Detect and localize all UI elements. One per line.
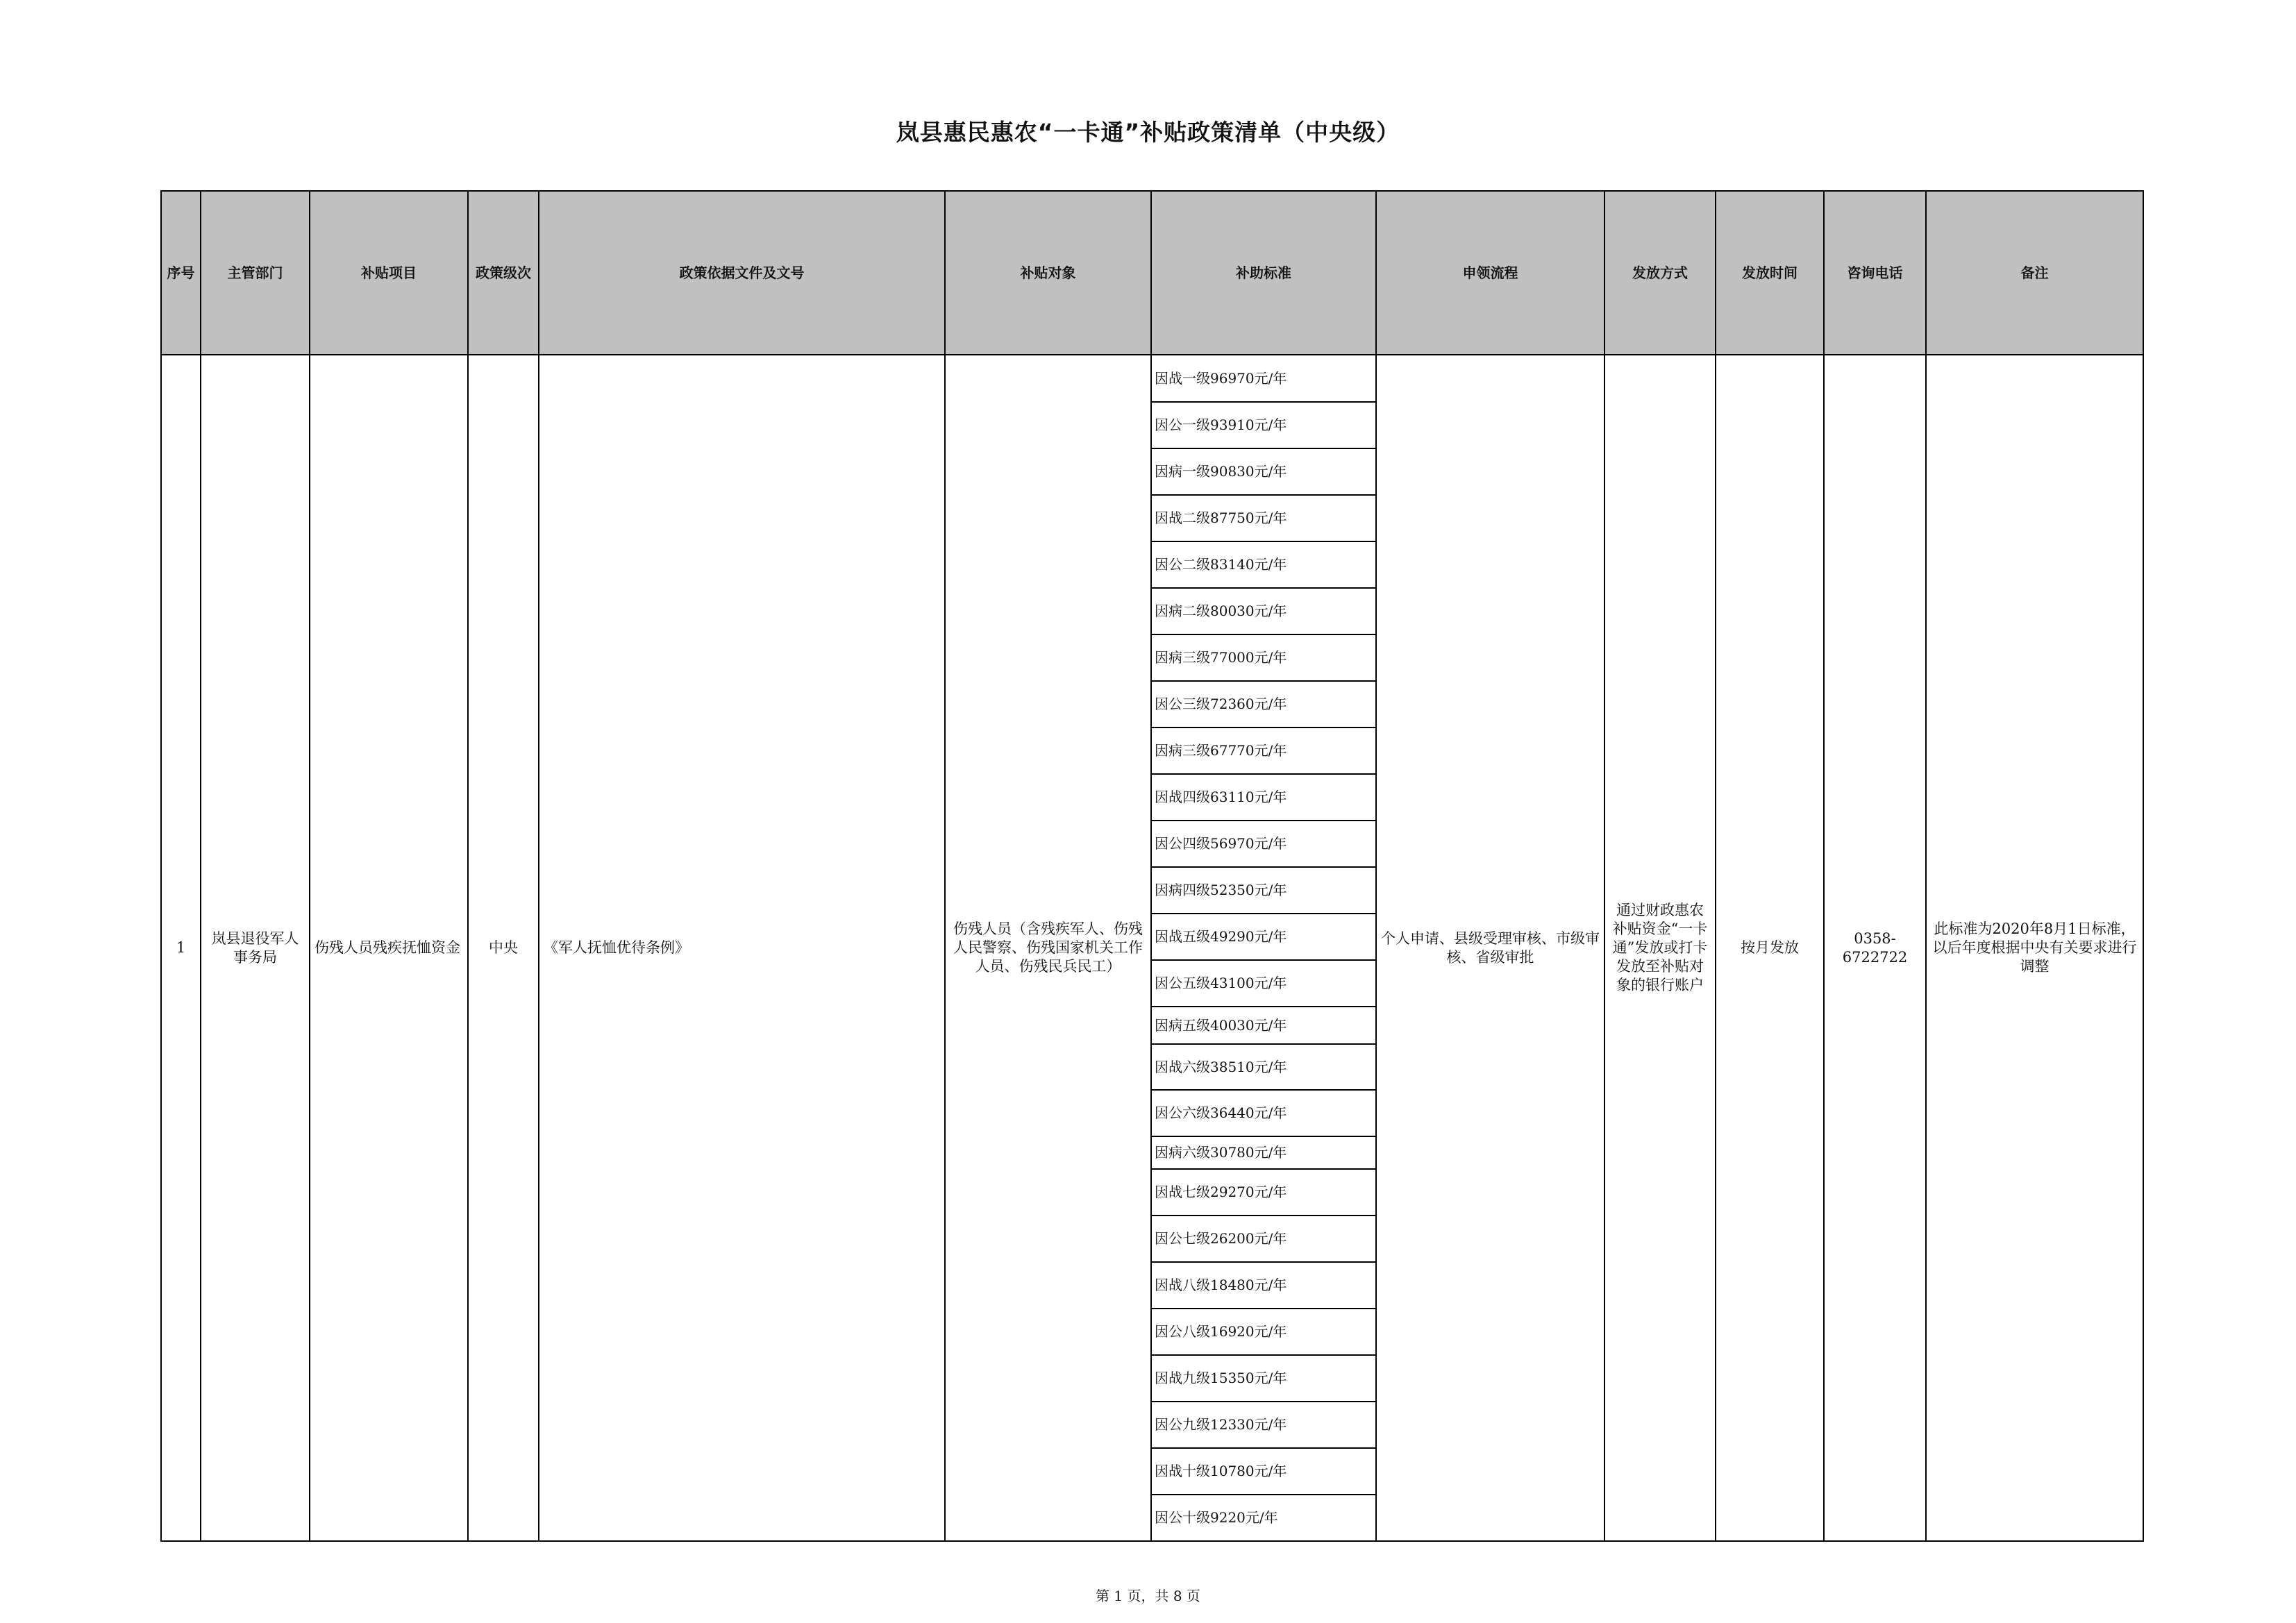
standard-item: 因公八级16920元/年 <box>1151 1309 1376 1355</box>
page-title: 岚县惠民惠农“一卡通”补贴政策清单（中央级） <box>896 119 1400 146</box>
header-time: 发放时间 <box>1716 191 1824 355</box>
header-department: 主管部门 <box>201 191 310 355</box>
standard-item: 因战二级87750元/年 <box>1151 495 1376 541</box>
standard-item: 因病四级52350元/年 <box>1151 867 1376 914</box>
header-note: 备注 <box>1926 191 2143 355</box>
cell-department: 岚县退役军人事务局 <box>201 355 310 1541</box>
cell-project: 伤残人员残疾抚恤资金 <box>310 355 468 1541</box>
standard-item: 因战九级15350元/年 <box>1151 1355 1376 1402</box>
table-row <box>161 355 2143 402</box>
standard-item: 因病三级67770元/年 <box>1151 728 1376 774</box>
standard-item: 因公六级36440元/年 <box>1151 1090 1376 1136</box>
standard-item: 因战十级10780元/年 <box>1151 1448 1376 1495</box>
standard-item: 因战八级18480元/年 <box>1151 1262 1376 1309</box>
cell-phone: 0358-6722722 <box>1824 355 1926 1541</box>
standard-item: 因战四级63110元/年 <box>1151 774 1376 821</box>
standard-item: 因公三级72360元/年 <box>1151 681 1376 728</box>
standard-item: 因公十级9220元/年 <box>1151 1495 1376 1541</box>
header-standard: 补助标准 <box>1151 191 1376 355</box>
standard-item: 因病三级77000元/年 <box>1151 634 1376 681</box>
policy-table <box>160 190 2144 1542</box>
standard-item: 因病五级40030元/年 <box>1151 1007 1376 1044</box>
standard-item: 因公七级26200元/年 <box>1151 1216 1376 1262</box>
cell-method: 通过财政惠农补贴资金“一卡通”发放或打卡发放至补贴对象的银行账户 <box>1604 355 1716 1541</box>
header-process: 申领流程 <box>1376 191 1604 355</box>
standard-item: 因公一级93910元/年 <box>1151 402 1376 448</box>
cell-level: 中央 <box>468 355 539 1541</box>
standard-item: 因病二级80030元/年 <box>1151 588 1376 634</box>
cell-note: 此标准为2020年8月1日标准，以后年度根据中央有关要求进行调整 <box>1926 355 2143 1541</box>
standard-item: 因战六级38510元/年 <box>1151 1044 1376 1090</box>
header-method: 发放方式 <box>1604 191 1716 355</box>
cell-time: 按月发放 <box>1716 355 1824 1541</box>
header-seq: 序号 <box>161 191 201 355</box>
standard-item: 因公五级43100元/年 <box>1151 960 1376 1007</box>
cell-basis: 《军人抚恤优待条例》 <box>539 355 945 1541</box>
standard-item: 因战七级29270元/年 <box>1151 1169 1376 1216</box>
standard-item: 因公九级12330元/年 <box>1151 1402 1376 1448</box>
standard-item: 因病六级30780元/年 <box>1151 1136 1376 1169</box>
header-project: 补贴项目 <box>310 191 468 355</box>
cell-target: 伤残人员（含残疾军人、伤残人民警察、伤残国家机关工作人员、伤残民兵民工） <box>945 355 1151 1541</box>
header-phone: 咨询电话 <box>1824 191 1926 355</box>
header-basis: 政策依据文件及文号 <box>539 191 945 355</box>
table-body <box>161 355 2143 1541</box>
page-footer: 第 1 页，共 8 页 <box>1096 1588 1200 1604</box>
standard-item: 因战一级96970元/年 <box>1151 355 1376 402</box>
cell-process: 个人申请、县级受理审核、市级审核、省级审批 <box>1376 355 1604 1541</box>
standard-item: 因公四级56970元/年 <box>1151 821 1376 867</box>
standard-item: 因病一级90830元/年 <box>1151 448 1376 495</box>
header-level: 政策级次 <box>468 191 539 355</box>
cell-seq: 1 <box>161 355 201 1541</box>
header-target: 补贴对象 <box>945 191 1151 355</box>
standard-item: 因战五级49290元/年 <box>1151 914 1376 960</box>
standard-item: 因公二级83140元/年 <box>1151 541 1376 588</box>
header-row <box>161 191 2143 355</box>
